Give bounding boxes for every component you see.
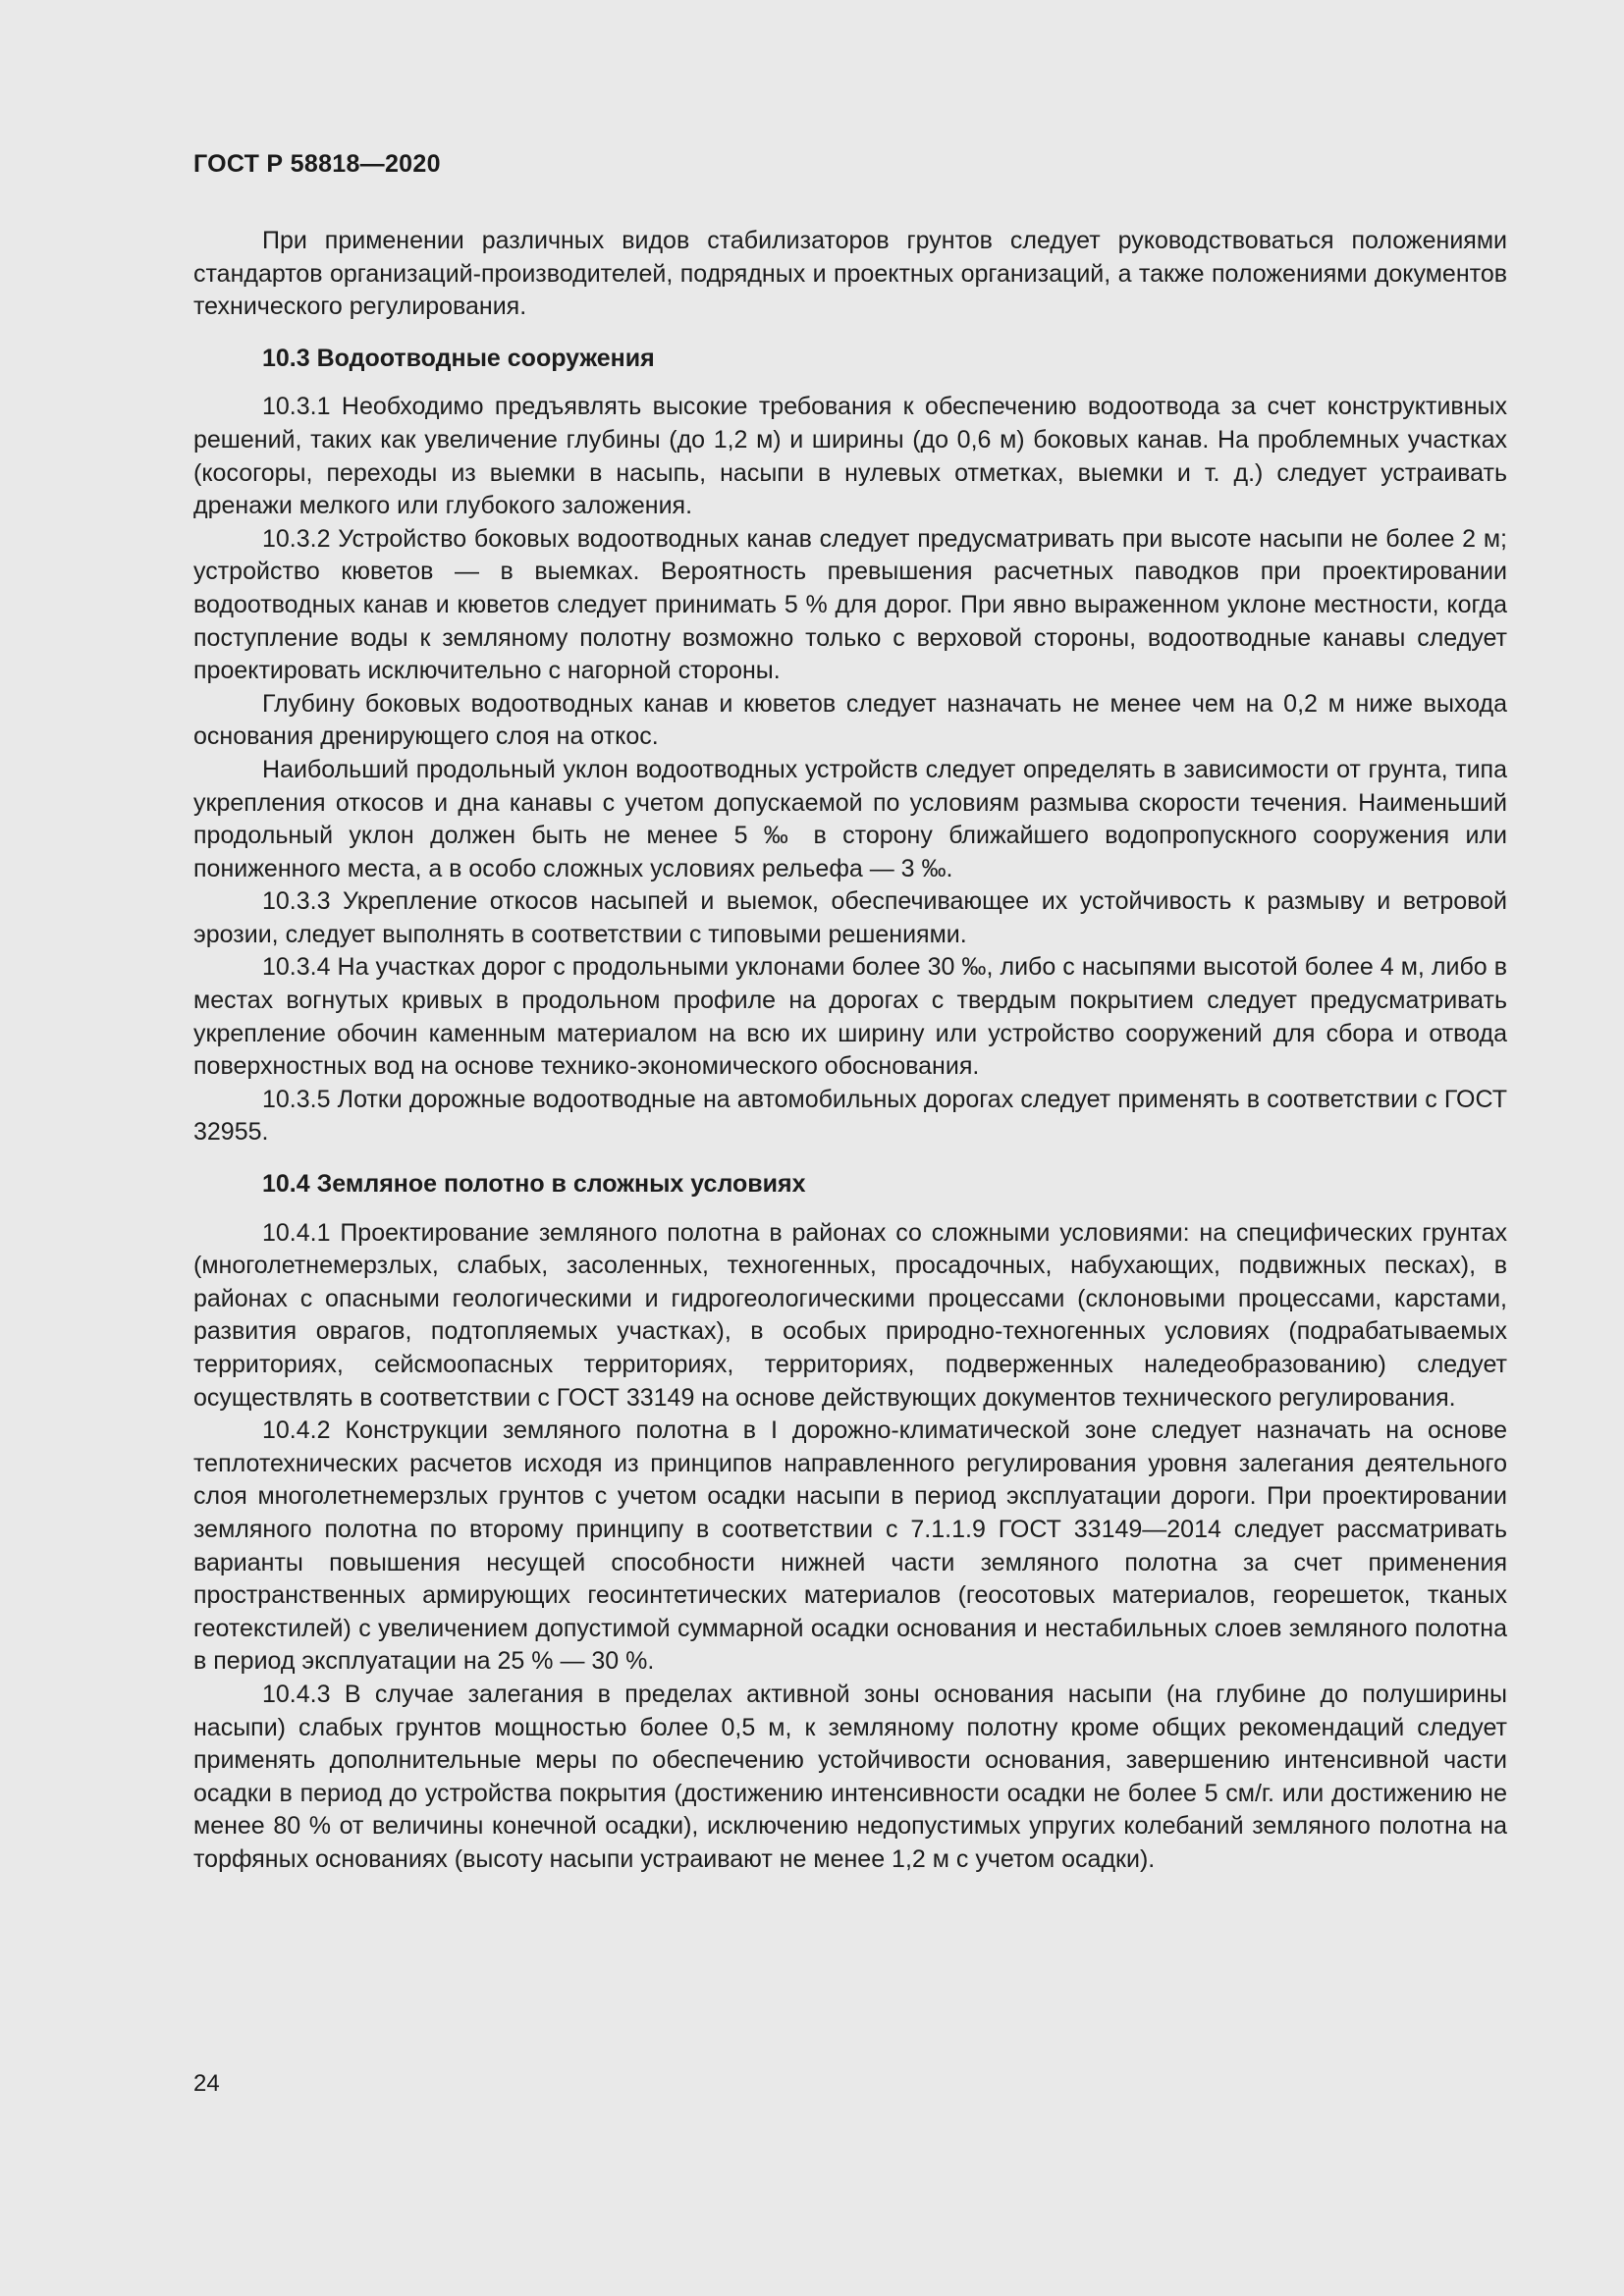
paragraph-10-3-2: 10.3.2 Устройство боковых водоотводных канав следует предусматривать при высоте насыпи не более 2 м; устройство кюветов — в выемках. Вероятность превышения расчетных паводков при проектировании водоотводных канав и кюветов следует принимать 5 % для дорог. При явно выраженном уклоне местности, когда поступление воды к земляному полотну возможно только с верховой стороны, водоотводные канавы следует проектировать исключительно с нагорной стороны.	[193, 524, 1507, 685]
paragraph-longitudinal-slope: Наибольший продольный уклон водоотводных устройств следует определять в зависимости от грунта, типа укрепления откосов и дна канавы с учетом допускаемой по условиям размыва скорости течения. Наименьший продольный уклон должен быть не менее 5 ‰ в сторону ближайшего водопропускного сооружения или пониженного места, а в особо сложных условиях рельефа — 3 ‰.	[193, 755, 1507, 882]
paragraph-10-3-1: 10.3.1 Необходимо предъявлять высокие требования к обеспечению водоотвода за счет конструктивных решений, таких как увеличение глубины (до 1,2 м) и ширины (до 0,6 м) боковых канав. На проблемных участках (косогоры, переходы из выемки в насыпь, насыпи в нулевых отметках, выемки и т. д.) следует устраивать дренажи мелкого или глубокого заложения.	[193, 393, 1507, 520]
document-body	[193, 225, 1507, 1877]
section-heading-10-4: 10.4 Земляное полотно в сложных условиях	[262, 1170, 806, 1199]
paragraph-10-3-5: 10.3.5 Лотки дорожные водоотводные на автомобильных дорогах следует применять в соответствии с ГОСТ 32955.	[193, 1085, 1507, 1147]
paragraph-10-4-1: 10.4.1 Проектирование земляного полотна в районах со сложными условиями: на специфических грунтах (многолетнемерзлых, слабых, засоленных, техногенных, просадочных, набухающих, подвижных песках), в районах с опасными геологическими и гидрогеологическими процессами (склоновыми процессами, карстами, развития оврагов, подтопляемых участках), в особых природно-техногенных условиях (подрабатываемых территориях, сейсмоопасных территориях, территориях, подверженных наледеобразованию) следует осуществлять в соответствии с ГОСТ 33149 на основе действующих документов технического регулирования.	[193, 1218, 1507, 1412]
section-heading-10-3: 10.3 Водоотводные сооружения	[262, 344, 655, 372]
document-header-standard-code: ГОСТ Р 58818—2020	[193, 150, 441, 178]
page-number: 24	[193, 2070, 220, 2097]
paragraph-10-3-4: 10.3.4 На участках дорог с продольными уклонами более 30 ‰, либо с насыпями высотой более 4 м, либо в местах вогнутых кривых в продольном профиле на дорогах с твердым покрытием следует предусматривать укрепление обочин каменным материалом на всю их ширину или устройство сооружений для сбора и отвода поверхностных вод на основе технико-экономического обоснования.	[193, 953, 1507, 1081]
paragraph-intro: При применении различных видов стабилизаторов грунтов следует руководствоваться положениями стандартов организаций-производителей, подрядных и проектных организаций, а также положениями документов технического регулирования.	[193, 227, 1507, 321]
paragraph-10-3-3: 10.3.3 Укрепление откосов насыпей и выемок, обеспечивающее их устойчивость к размыву и ветровой эрозии, следует выполнять в соответствии с типовыми решениями.	[193, 887, 1507, 948]
paragraph-10-4-3: 10.4.3 В случае залегания в пределах активной зоны основания насыпи (на глубине до полуширины насыпи) слабых грунтов мощностью более 0,5 м, к земляному полотну кроме общих рекомендаций следует применять дополнительные меры по обеспечению устойчивости основания, завершению интенсивной части осадки в период до устройства покрытия (достижению интенсивности осадки не более 5 см/г. или достижению не менее 80 % от величины конечной осадки), исключению недопустимых упругих колебаний земляного полотна на торфяных основаниях (высоту насыпи устраивают не менее 1,2 м с учетом осадки).	[193, 1680, 1507, 1873]
paragraph-10-4-2: 10.4.2 Конструкции земляного полотна в I дорожно-климатической зоне следует назначать на основе теплотехнических расчетов исходя из принципов направленного регулирования уровня залегания деятельного слоя многолетнемерзлых грунтов с учетом осадки насыпи в период эксплуатации дороги. При проектировании земляного полотна по второму принципу в соответствии с 7.1.1.9 ГОСТ 33149—2014 следует рассматривать варианты повышения несущей способности нижней части земляного полотна за счет применения пространственных армирующих геосинтетических материалов (геосотовых материалов, георешеток, тканых геотекстилей) с увеличением допустимой суммарной осадки основания и нестабильных слоев земляного полотна в период эксплуатации на 25 % — 30 %.	[193, 1416, 1507, 1676]
paragraph-ditch-depth: Глубину боковых водоотводных канав и кюветов следует назначать не менее чем на 0,2 м ниже выхода основания дренирующего слоя на откос.	[193, 689, 1507, 751]
